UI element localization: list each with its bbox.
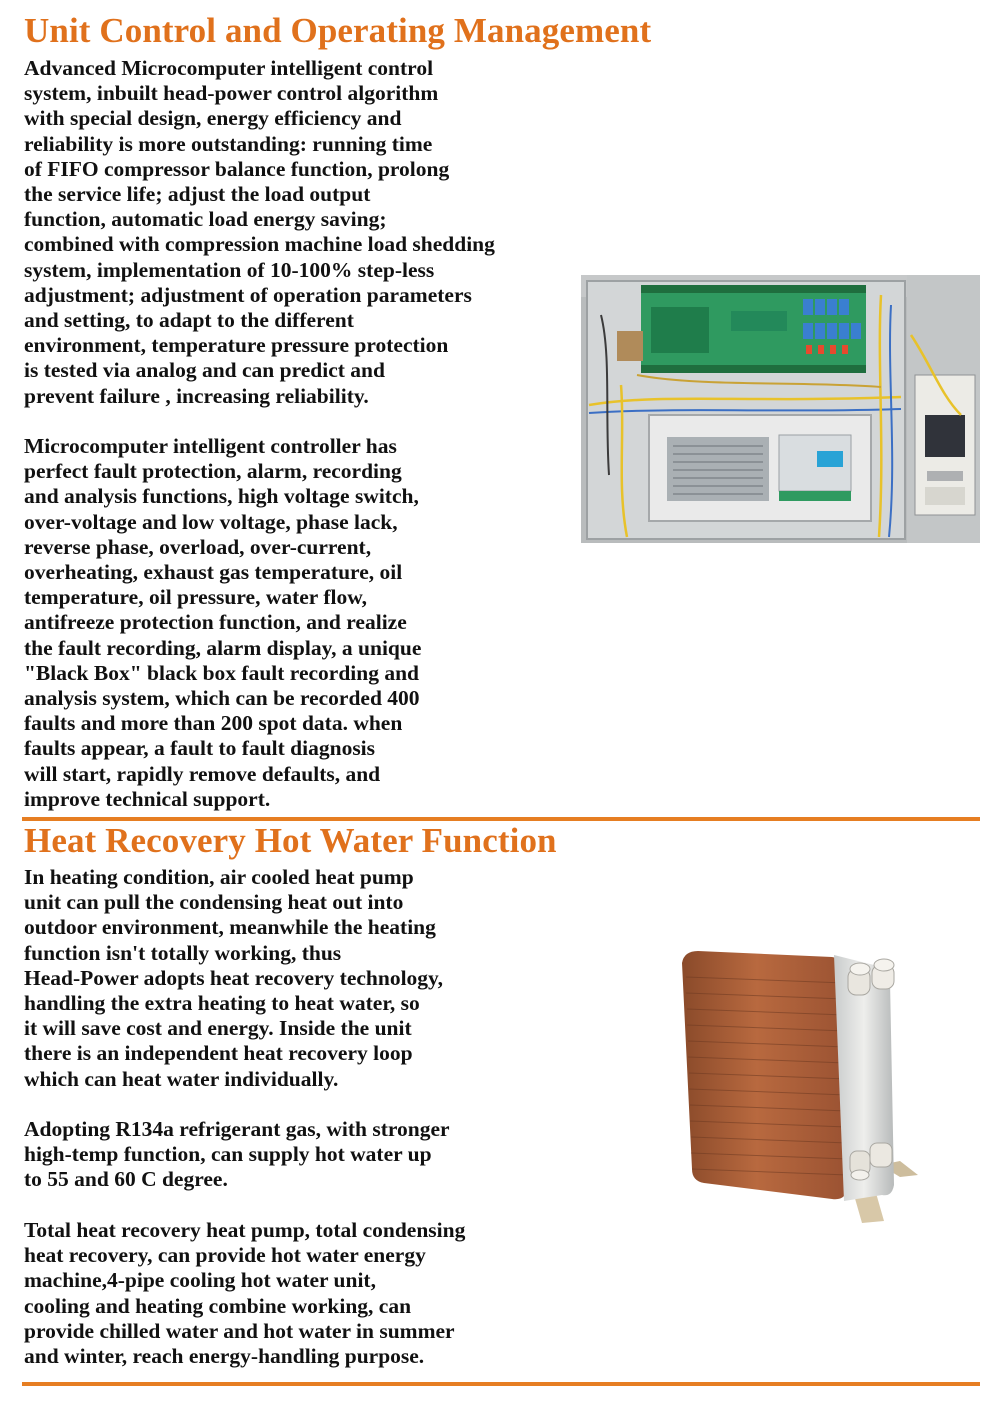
paragraph-total-heat-recovery: Total heat recovery heat pump, total condensing heat recovery, can provide hot water energy machine,4-pipe cooling hot water unit, cooling and heating combine working, can provide chilled water and hot water in summer and winter, reach energy-handling purpose. (24, 1218, 466, 1369)
plate-heat-exchanger-photo (600, 885, 980, 1255)
section-title-unit-control: Unit Control and Operating Management (24, 11, 652, 50)
control-cabinet-photo (581, 275, 980, 543)
paragraph-refrigerant: Adopting R134a refrigerant gas, with stronger high-temp function, can supply hot water up to 55 and 60 C degree. (24, 1117, 450, 1192)
bottom-divider (22, 1382, 980, 1386)
paragraph-fault-protection: Microcomputer intelligent controller has perfect fault protection, alarm, recording and analysis functions, high voltage switch, over-voltage and low voltage, phase lack, reverse phase, overload, over-current, overheating, exhaust gas temperature, oil temperature, oil pressure, water flow, antifreeze protection function, and realize the fault recording, alarm display, a unique "Black Box" black box fault recording and analysis system, which can be recorded 400 faults and more than 200 spot data. when faults appear, a fault to fault diagnosis will start, rapidly remove defaults, and improve technical support. (24, 434, 422, 811)
paragraph-heating-condition: In heating condition, air cooled heat pump unit can pull the condensing heat out into outdoor environment, meanwhile the heating function isn't totally working, thus Head-Power adopts heat recovery technology, handling the extra heating to heat water, so it will save cost and energy. Inside the unit there is an independent heat recovery loop which can heat water individually. (24, 865, 443, 1091)
section-title-heat-recovery: Heat Recovery Hot Water Function (24, 821, 557, 860)
paragraph-intelligent-control: Advanced Microcomputer intelligent control system, inbuilt head-power control algorithm with special design, energy efficiency and reliability is more outstanding: running time of FIFO compressor balance function, prolong the service life; adjust the load output function, automatic load energy saving; combined with compression machine load shedding system, implementation of 10-100% step-less adjustment; adjustment of operation parameters and setting, to adapt to the different environment, temperature pressure protection is tested via analog and can predict and prevent failure , increasing reliability. (24, 56, 495, 408)
